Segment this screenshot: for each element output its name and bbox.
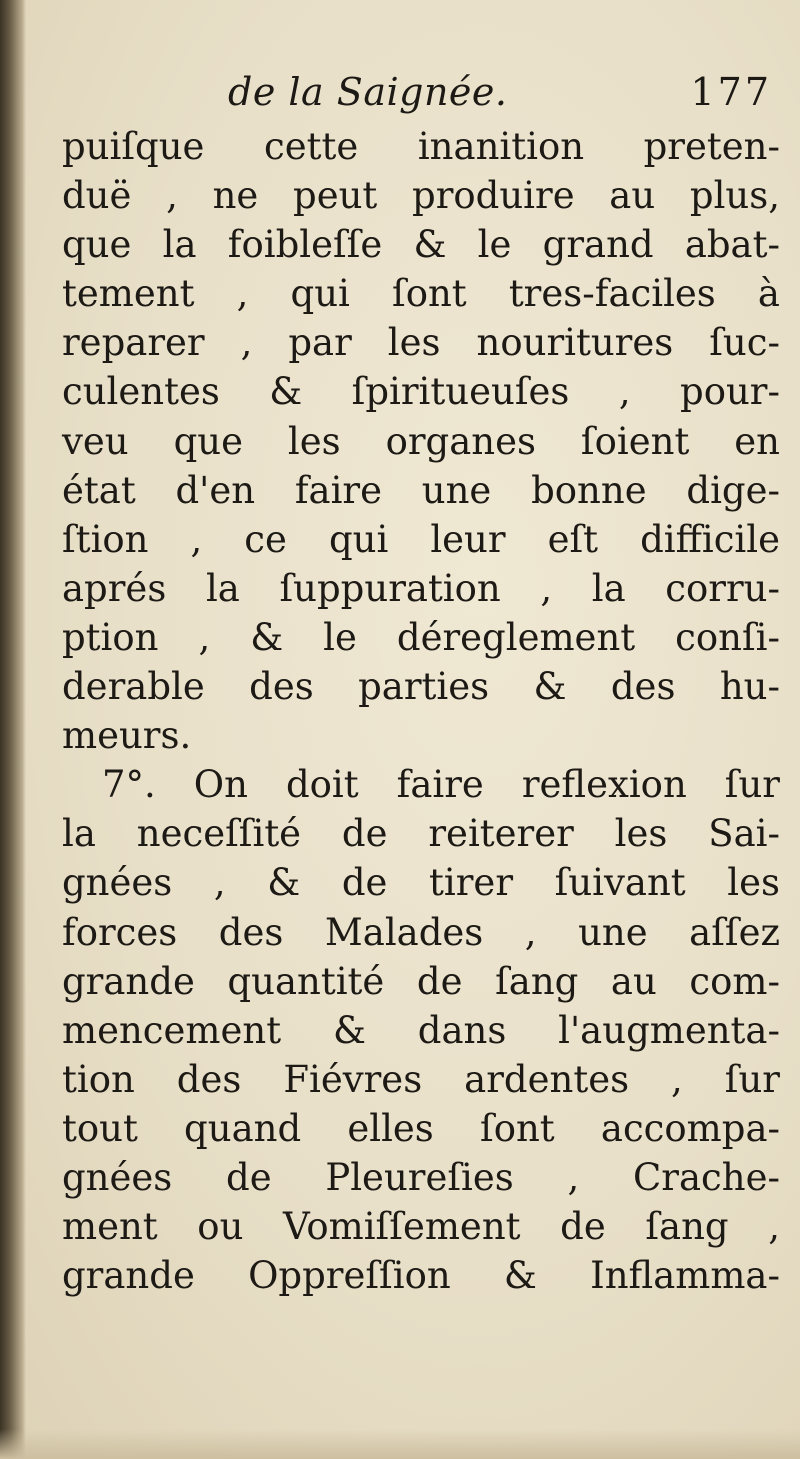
text-line: gnées , & de tirer ſuivant les	[62, 861, 780, 905]
text-line: grande quantité de ſang au com-	[62, 959, 780, 1003]
text-line: derable des parties & des hu-	[62, 665, 780, 709]
text-line: reparer , par les nouritures ſuc-	[62, 321, 780, 365]
text-line: que la foibleſſe & le grand abat-	[62, 223, 780, 267]
page-edge-shade	[0, 1429, 800, 1459]
text-line: forces des Malades , une aſſez	[62, 910, 780, 954]
text-line: aprés la ſuppuration , la corru-	[62, 566, 780, 610]
text-line: mencement & dans l'augmenta-	[62, 1008, 780, 1052]
text-line: puiſque cette inanition preten-	[62, 125, 780, 168]
text-line: ption , & le déreglement conſi-	[62, 615, 780, 659]
text-line: état d'en faire une bonne dige-	[62, 468, 780, 512]
page-header	[60, 70, 780, 130]
text-line: meurs.	[62, 714, 192, 758]
text-line: veu que les organes ſoient en	[62, 419, 780, 463]
text-line: 7°. On doit faire reflexion ſur	[102, 763, 780, 807]
text-line: grande Oppreſſion & Inflamma-	[62, 1254, 780, 1298]
binding-gutter	[0, 0, 26, 1459]
text-line: tout quand elles ſont accompa-	[62, 1106, 780, 1150]
text-line: tion des Fiévres ardentes , ſur	[62, 1057, 780, 1101]
text-line: duë , ne peut produire au plus,	[62, 174, 780, 218]
body-text	[62, 122, 780, 1300]
running-head: de la Saignée.	[228, 70, 508, 114]
page-number: 177	[690, 70, 772, 114]
text-line: la neceſſité de reiterer les Sai-	[62, 812, 780, 856]
text-line: ſtion , ce qui leur eſt difficile	[62, 517, 780, 561]
text-line: ment ou Vomiſſement de ſang ,	[62, 1205, 780, 1249]
text-line: gnées de Pleureſies , Crache-	[62, 1155, 780, 1199]
text-line: culentes & ſpiritueuſes , pour-	[62, 370, 780, 414]
text-line: tement , qui ſont tres-faciles à	[62, 272, 780, 316]
